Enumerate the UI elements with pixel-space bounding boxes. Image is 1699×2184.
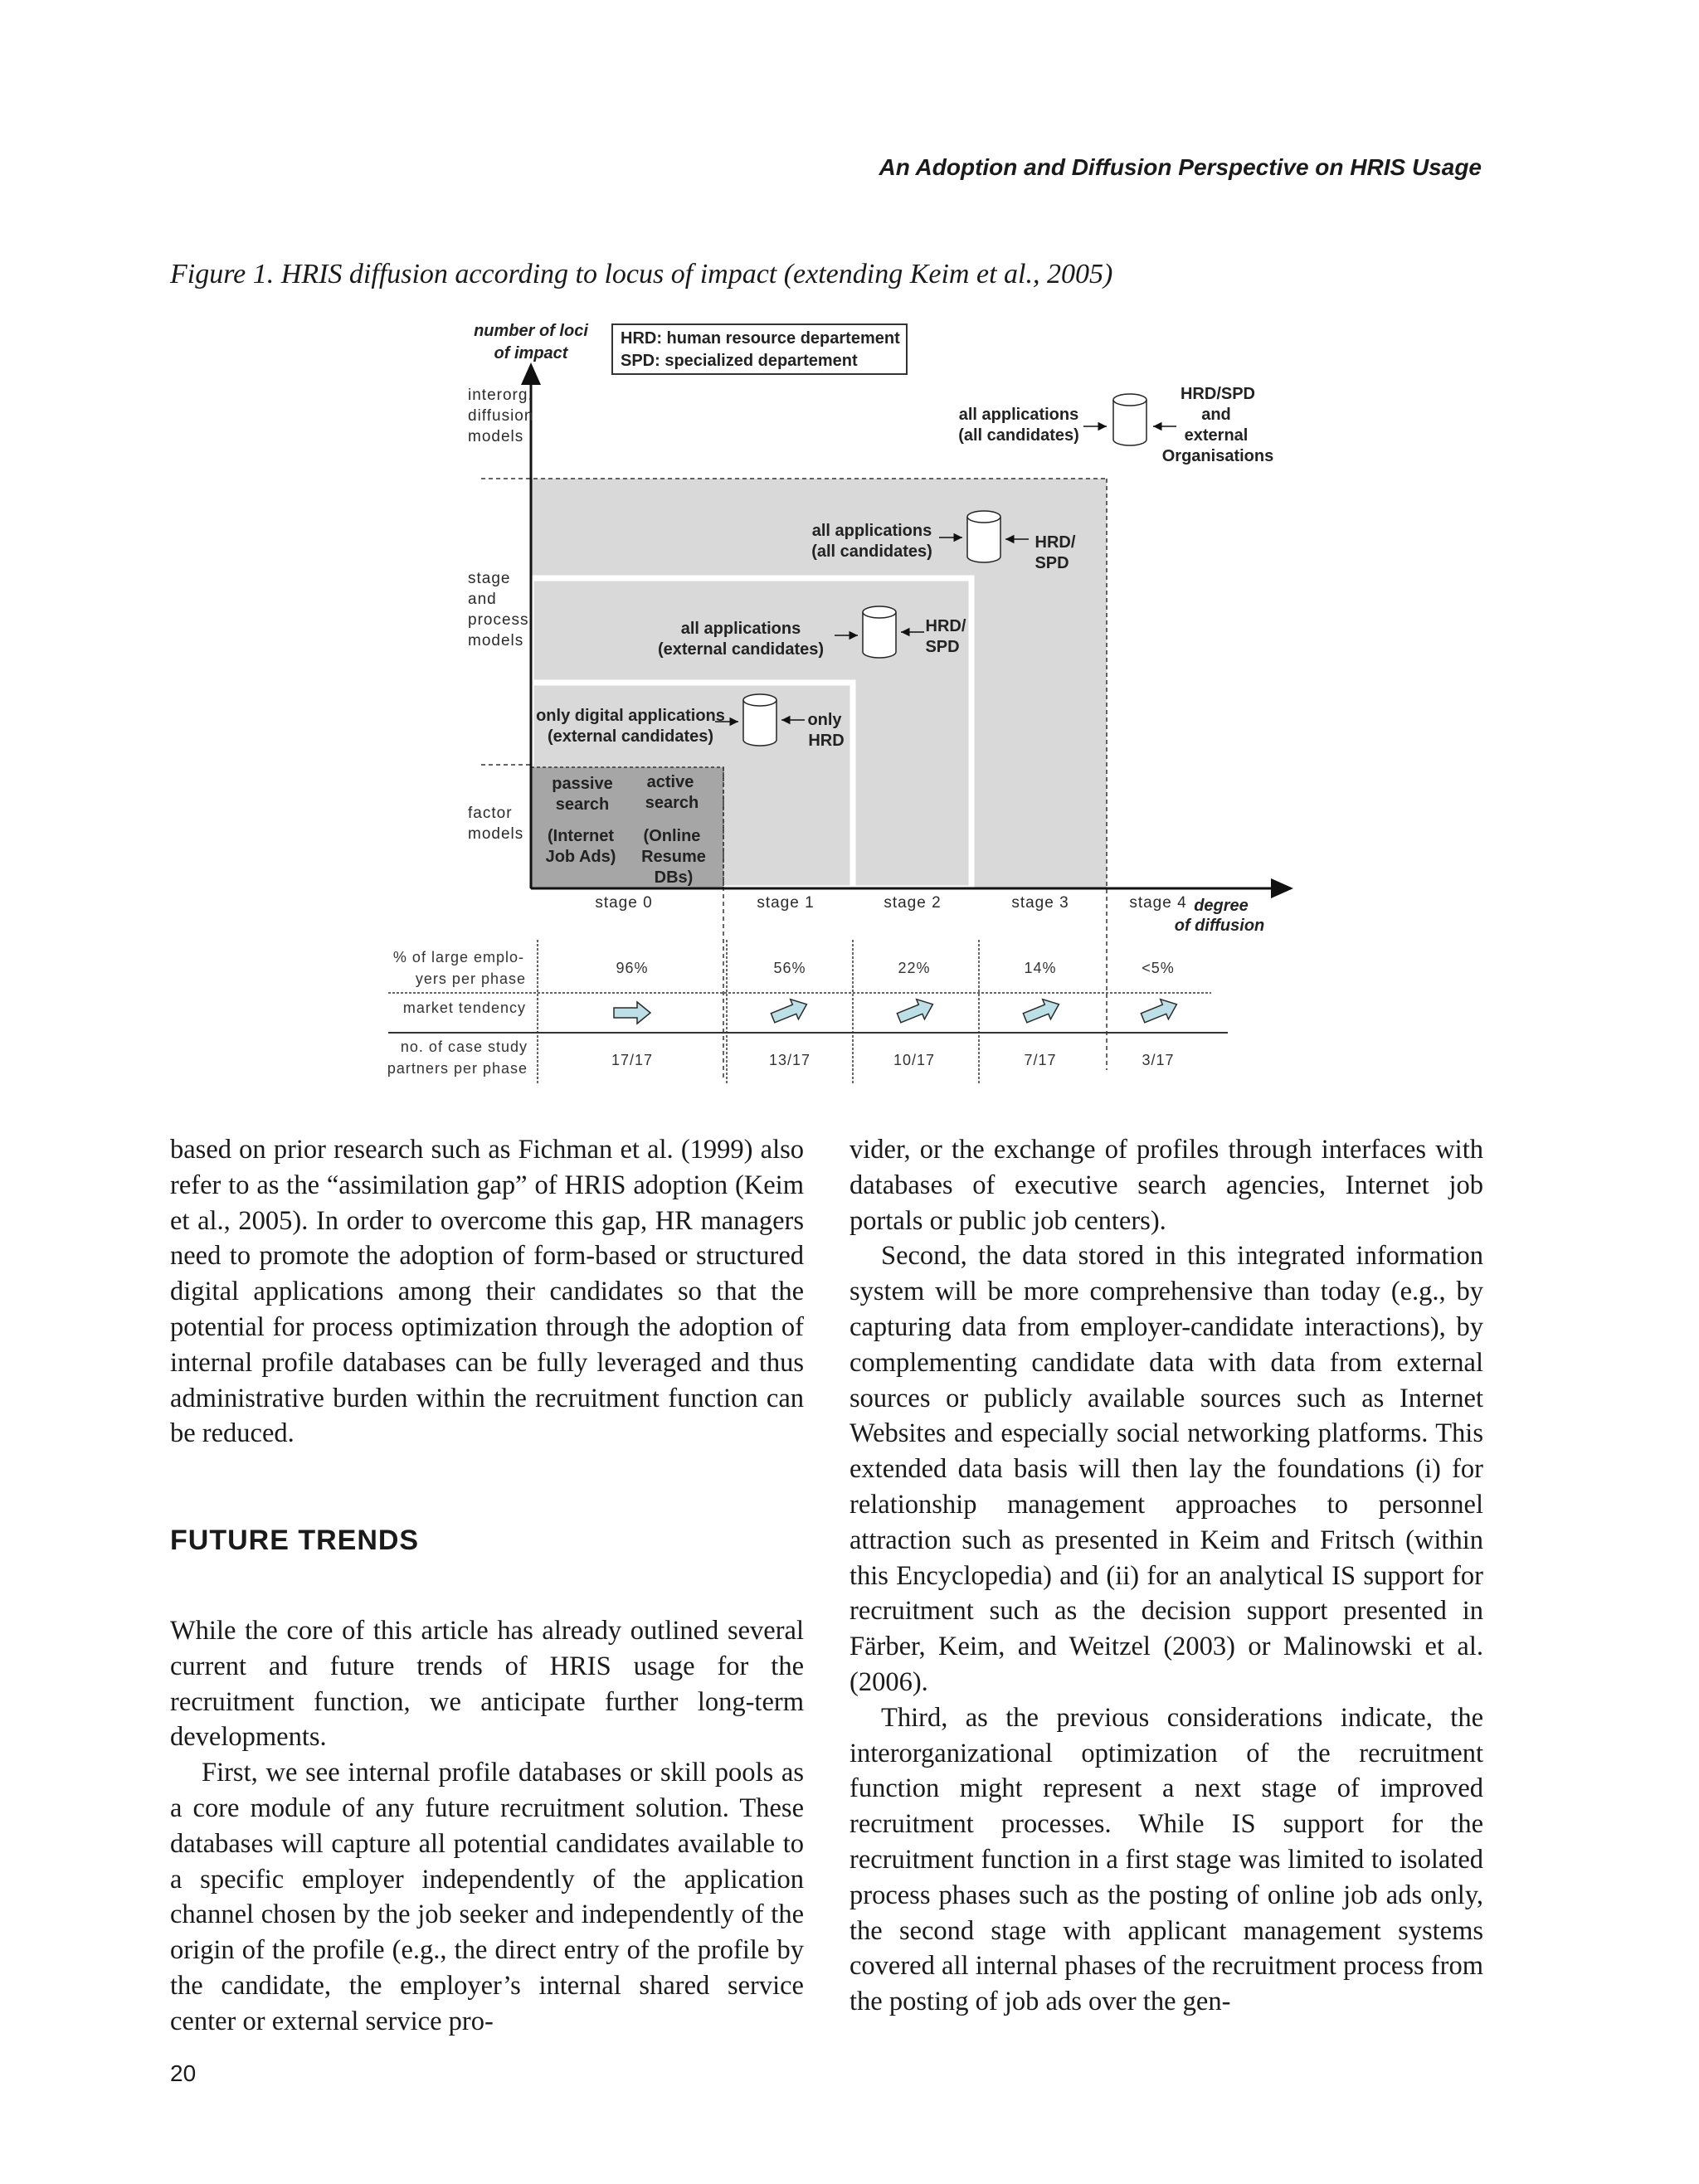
market-arrow-3 bbox=[1021, 995, 1064, 1029]
active-search-example: (Online bbox=[643, 827, 701, 845]
y-axis-label-line2: of impact bbox=[494, 344, 568, 362]
left-paragraph-2: While the core of this article has already outlined several current and future trends of HRIS usage for the recruitment function, we anticipate further long-term developments. bbox=[170, 1615, 804, 1753]
page-number: 20 bbox=[170, 2060, 197, 2086]
x-axis-label-line2: of diffusion bbox=[1174, 917, 1265, 935]
active-search-label-2: search bbox=[645, 794, 699, 812]
s3-target-label-2: SPD bbox=[1034, 554, 1069, 572]
legend-spd: SPD: specialized departement bbox=[621, 352, 858, 370]
pct-value-0: 96% bbox=[616, 960, 649, 976]
row-label-stage-4: models bbox=[468, 632, 524, 649]
s1-apps-label: only digital applications bbox=[536, 707, 725, 725]
left-paragraph-3: First, we see internal profile databases or skill pools as a core module of any future recruitment solution. These databases will capture all potential candidates available to a specific employer independently of the application channel chosen by the job seeker and independently of the origin of the profile (e.g., the direct entry of the profile by the candidate, the employer’s internal shared service center or external service pro- bbox=[170, 1758, 804, 2036]
table-row-label-cases-2: partners per phase bbox=[387, 1060, 528, 1077]
market-arrow-2 bbox=[895, 995, 937, 1029]
s3-apps-label: all applications bbox=[811, 522, 932, 540]
figure-caption: Figure 1. HRIS diffusion according to locus of impact (extending Keim et al., 2005) bbox=[170, 259, 1113, 289]
active-search-example-3: DBs) bbox=[654, 868, 694, 887]
right-paragraph-1: vider, or the exchange of profiles through interfaces with databases of executive search agencies, Internet job portals or public job centers). bbox=[850, 1135, 1483, 1236]
s1-database-icon bbox=[743, 694, 776, 746]
s2-target-label-2: SPD bbox=[925, 638, 960, 656]
row-label-interorg-3: models bbox=[468, 428, 524, 445]
case-value-2: 10/17 bbox=[893, 1052, 936, 1068]
stage-label-2: stage 2 bbox=[884, 894, 942, 912]
pct-value-4: <5% bbox=[1142, 960, 1175, 976]
y-axis-label: number of loci bbox=[474, 322, 588, 340]
s4-target-label-2: and bbox=[1201, 406, 1231, 424]
row-label-stage-2: and bbox=[468, 591, 497, 608]
table-row-label-pct: % of large emplo- bbox=[392, 949, 524, 966]
s2-database-icon bbox=[863, 606, 896, 658]
stage-label-3: stage 3 bbox=[1011, 894, 1069, 912]
pct-value-1: 56% bbox=[773, 960, 806, 976]
case-value-3: 7/17 bbox=[1024, 1052, 1057, 1068]
s4-target-label: HRD/SPD bbox=[1180, 385, 1256, 403]
s4-apps-label-2: (all candidates) bbox=[958, 426, 1079, 445]
row-label-stage: stage bbox=[468, 570, 511, 587]
right-column bbox=[850, 1132, 1483, 2020]
s1-target-label: only bbox=[807, 711, 842, 729]
row-label-stage-3: process bbox=[468, 611, 529, 629]
row-label-factor-2: models bbox=[468, 825, 524, 843]
table-row-label-pct-2: yers per phase bbox=[415, 970, 526, 987]
case-value-0: 17/17 bbox=[611, 1052, 654, 1068]
stage-label-1: stage 1 bbox=[757, 894, 815, 912]
s3-database-icon bbox=[967, 511, 1000, 562]
stage-label-0: stage 0 bbox=[595, 894, 653, 912]
s3-target-label: HRD/ bbox=[1034, 533, 1076, 552]
active-search-example-2: Resume bbox=[641, 848, 706, 866]
pct-value-3: 14% bbox=[1024, 960, 1057, 976]
left-paragraph-1: based on prior research such as Fichman et al. (1999) also refer to as the “assimilation gap” of HRIS adoption (Keim et al., 2005). In order to overcome this gap, HR managers need to promote the adoption of form-based or structured digital applications among their candidates so that the potential for process optimization through the adoption of internal profile databases can be fully leveraged and thus administrative burden within the recruitment function can be reduced. bbox=[170, 1135, 804, 1449]
section-heading: FUTURE TRENDS bbox=[170, 1525, 420, 1557]
case-value-4: 3/17 bbox=[1142, 1052, 1175, 1068]
s2-apps-label-2: (external candidates) bbox=[657, 640, 825, 659]
passive-search-label-2: search bbox=[555, 795, 610, 814]
s3-apps-label-2: (all candidates) bbox=[811, 542, 932, 561]
s1-apps-label-2: (external candidates) bbox=[547, 727, 714, 746]
right-paragraph-3: Third, as the previous considerations indicate, the interorganizational optimization of the recruitment function might represent a next stage of improved recruitment processes. While IS support for the recruitment function in a first stage was limited to isolated process phases such as the posting of online job ads only, the second stage with applicant management systems covered all internal phases of the recruitment process from the posting of job ads over the gen- bbox=[850, 1702, 1483, 2017]
active-search-label: active bbox=[646, 773, 694, 791]
case-value-1: 13/17 bbox=[768, 1052, 811, 1068]
left-column bbox=[170, 1132, 804, 2040]
running-head: An Adoption and Diffusion Perspective on HRIS Usage bbox=[879, 154, 1482, 180]
s4-database-icon bbox=[1113, 394, 1146, 445]
market-arrow-1 bbox=[769, 995, 811, 1029]
passive-search-example-2: Job Ads) bbox=[545, 848, 616, 866]
table-row-label-cases: no. of case study bbox=[400, 1038, 528, 1055]
s4-target-label-4: Organisations bbox=[1161, 447, 1274, 465]
row-label-interorg-2: diffusion bbox=[468, 407, 534, 425]
s4-apps-label: all applications bbox=[958, 406, 1079, 424]
row-label-factor: factor bbox=[468, 805, 513, 822]
s2-apps-label: all applications bbox=[680, 620, 801, 638]
legend-hrd: HRD: human resource departement bbox=[621, 329, 900, 348]
right-paragraph-2: Second, the data stored in this integrated information system will be more comprehensive than today (e.g., by capturing data from employer-candidate interactions), by complementing candidate data with data from external sources or publicly available sources such as Internet Websites and especially social networking platforms. This extended data basis will then lay the foundations (i) for relationship management approaches to personnel attraction such as presented in Keim and Fritsch (within this Encyclopedia) and (ii) for an analytical IS support for recruitment such as the decision support presented in Färber, Keim, and Weitzel (2003) or Malinowski et al. (2006). bbox=[850, 1241, 1483, 1697]
s4-target-label-3: external bbox=[1184, 426, 1249, 445]
phase-table bbox=[387, 940, 1228, 1084]
passive-search-example: (Internet bbox=[548, 827, 614, 845]
passive-search-label: passive bbox=[552, 775, 613, 793]
pct-value-2: 22% bbox=[898, 960, 931, 976]
market-arrow-4 bbox=[1139, 995, 1181, 1029]
x-axis-label: degree bbox=[1194, 897, 1249, 915]
stage-label-4: stage 4 bbox=[1129, 894, 1187, 912]
row-label-interorg: interorg. bbox=[468, 387, 533, 404]
s2-target-label: HRD/ bbox=[925, 617, 966, 635]
s1-target-label-2: HRD bbox=[808, 732, 845, 750]
table-row-label-market: market tendency bbox=[402, 1000, 526, 1016]
market-arrow-0 bbox=[614, 1002, 650, 1024]
